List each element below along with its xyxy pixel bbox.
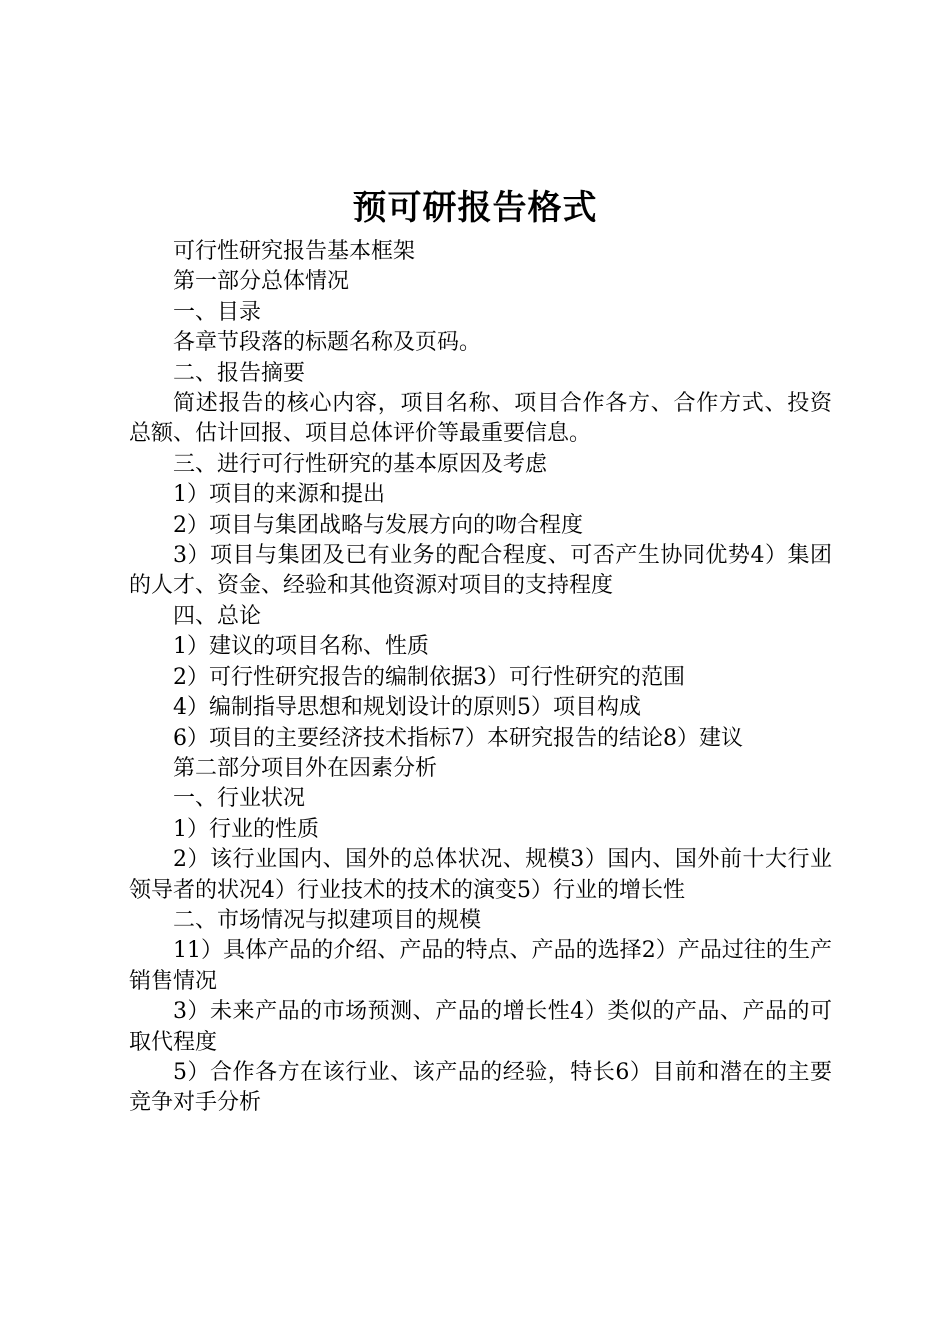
- list-item: 1）建议的项目名称、性质: [173, 634, 429, 660]
- subsection-heading: 二、报告摘要: [173, 360, 306, 386]
- paragraph: 各章节段落的标题名称及页码。: [173, 330, 482, 356]
- subsection-heading: 一、目录: [173, 299, 262, 325]
- document-body: [129, 237, 832, 1119]
- subsection-heading: 四、总论: [173, 603, 262, 629]
- list-item: 3）未来产品的市场预测、产品的增长性4）类似的产品、产品的可取代程度: [129, 999, 832, 1055]
- list-item: 1）行业的性质: [173, 816, 319, 842]
- paragraph: 简述报告的核心内容，项目名称、项目合作各方、合作方式、投资总额、估计回报、项目总体评价等最重要信息。: [129, 391, 832, 447]
- list-item: 5）合作各方在该行业、该产品的经验，特长6）目前和潜在的主要竞争对手分析: [129, 1059, 832, 1116]
- section-heading: 第二部分项目外在因素分析: [173, 755, 438, 781]
- paragraph: 可行性研究报告基本框架: [173, 239, 416, 264]
- list-item: 11）具体产品的介绍、产品的特点、产品的选择2）产品过往的生产销售情况: [129, 938, 832, 994]
- list-item: 2）项目与集团战略与发展方向的吻合程度: [173, 512, 583, 538]
- list-item: 4）编制指导思想和规划设计的原则5）项目构成: [173, 695, 641, 721]
- list-item: 6）项目的主要经济技术指标7）本研究报告的结论8）建议: [173, 725, 743, 751]
- document-title: 预可研报告格式: [352, 188, 598, 228]
- subsection-heading: 二、市场情况与拟建项目的规模: [173, 907, 482, 933]
- subsection-heading: 三、进行可行性研究的基本原因及考虑: [173, 451, 548, 477]
- list-item: 2）该行业国内、国外的总体状况、规模3）国内、国外前十大行业领导者的状况4）行业技术的技术的演变5）行业的增长性: [129, 847, 832, 903]
- list-item: 2）可行性研究报告的编制依据3）可行性研究的范围: [173, 664, 685, 690]
- subsection-heading: 一、行业状况: [173, 786, 306, 812]
- section-heading: 第一部分总体情况: [173, 269, 350, 295]
- list-item: 3）项目与集团及已有业务的配合程度、可否产生协同优势4）集团的人才、资金、经验和其他资源对项目的支持程度: [129, 543, 832, 599]
- list-item: 1）项目的来源和提出: [173, 482, 385, 508]
